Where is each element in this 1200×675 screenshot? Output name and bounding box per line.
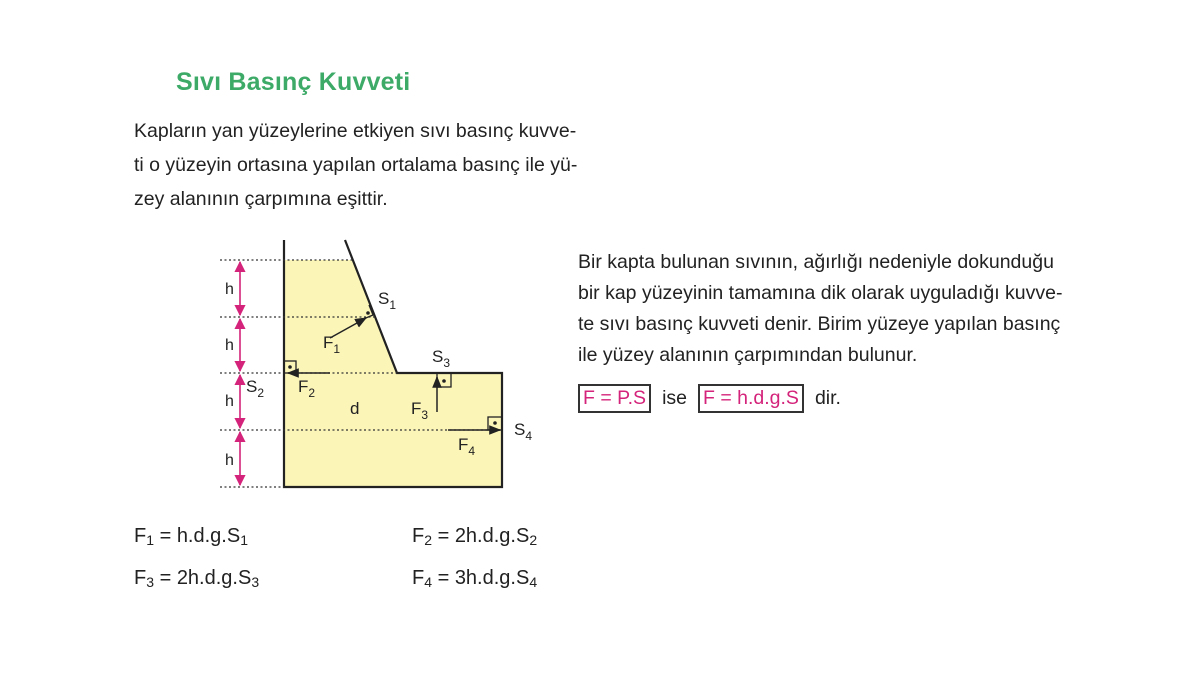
label-F3: $F_3$ bbox=[411, 399, 429, 422]
formula-row bbox=[578, 384, 852, 413]
label-S2: $S_2$ bbox=[246, 377, 265, 400]
equation-f3: $F_3 = 2h.d.g.S_3$ bbox=[134, 567, 260, 590]
h-label: h bbox=[225, 393, 234, 410]
definition-line: bir kap yüzeyinin tamamına dik olarak uyguladığı kuvve- bbox=[578, 282, 1063, 304]
formula-connector: ise bbox=[662, 387, 687, 409]
equation-f4: $F_4 = 3h.d.g.S_4$ bbox=[412, 567, 538, 590]
formula-box-pressure: F = P.S bbox=[578, 384, 651, 413]
definition-paragraph bbox=[578, 247, 1063, 371]
label-F1: $F_1$ bbox=[323, 333, 341, 356]
label-S3: $S_3$ bbox=[432, 347, 451, 370]
intro-line: Kapların yan yüzeylerine etkiyen sıvı basınç kuvve- bbox=[134, 120, 577, 142]
equation-f2: $F_2 = 2h.d.g.S_2$ bbox=[412, 525, 538, 548]
label-S1: $S_1$ bbox=[378, 289, 397, 312]
label-d: d bbox=[350, 399, 360, 418]
formula-box-force: F = h.d.g.S bbox=[698, 384, 804, 413]
intro-line: zey alanının çarpımına eşittir. bbox=[134, 188, 388, 210]
intro-line: ti o yüzeyin ortasına yapılan ortalama basınç ile yü- bbox=[134, 154, 578, 176]
formula-suffix: dir. bbox=[814, 387, 841, 409]
equation-f1: $F_1 = h.d.g.S_1$ bbox=[134, 525, 248, 548]
label-F2: $F_2$ bbox=[298, 377, 316, 400]
label-S4: $S_4$ bbox=[514, 420, 533, 443]
h-label: h bbox=[225, 452, 234, 469]
definition-line: Bir kapta bulunan sıvının, ağırlığı nedeniyle dokunduğu bbox=[578, 251, 1054, 273]
label-F4: $F_4$ bbox=[458, 435, 476, 458]
page-title: Sıvı Basınç Kuvveti bbox=[176, 68, 411, 96]
h-label: h bbox=[225, 337, 234, 354]
definition-line: te sıvı basınç kuvveti denir. Birim yüzeye yapılan basınç bbox=[578, 313, 1061, 335]
h-label: h bbox=[225, 281, 234, 298]
definition-line: ile yüzey alanının çarpımından bulunur. bbox=[578, 344, 918, 366]
